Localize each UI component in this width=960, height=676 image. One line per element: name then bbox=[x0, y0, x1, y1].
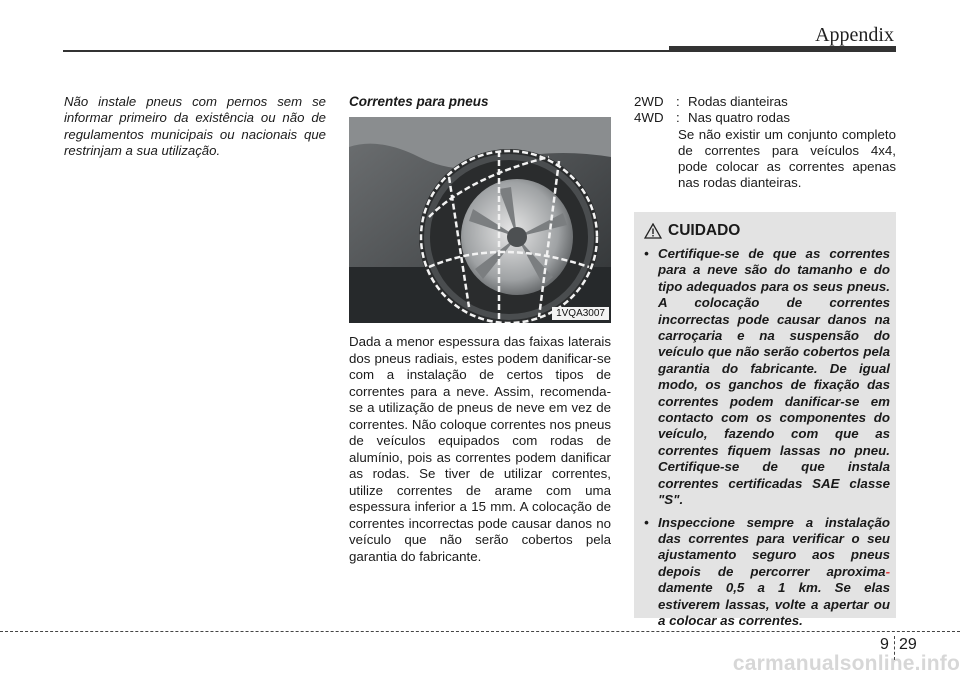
caution-item bbox=[644, 515, 890, 630]
bullet: • bbox=[644, 246, 649, 261]
section-heading: Correntes para pneus bbox=[349, 94, 489, 109]
chain-position: Rodas dianteiras bbox=[688, 94, 788, 109]
figure-code: 1VQA3007 bbox=[552, 307, 609, 320]
tire-chains-body: Dada a menor espessura das faixas laterais dos pneus radiais, estes podem danificar-se com a instalação de certos tipos de correntes para a neve. Assim, recomenda-se a utilização de pneus de neve em vez de correntes. Não coloque correntes nos pneus de veículos equipados com rodas de alumínio, pois as correntes podem danificar as rodas. Se tiver de utilizar correntes, utilize correntes de arame com uma espessura inferior a 15 mm. A colocação de correntes incorrectas pode causar danos no veículo que não serão cobertos pela garantia do fabricante. bbox=[349, 334, 611, 564]
caution-text: Certifique-se de que as correntes para a neve são do tamanho e do tipo adequados para os seus pneus. A colocação de correntes incorrectas pode causar danos na carroçaria e na suspensão do veículo que não serão cobertos pela garantia do fabricante. De igual modo, os ganchos de fixação das correntes podem danificar-se em contacto com os componentes do veículo, fazendo com que as correntes fiquem lassas no pneu. Certifique-se de que instala correntes certificadas SAE classe "S". bbox=[658, 246, 890, 508]
caution-list bbox=[644, 246, 890, 635]
header-rule bbox=[63, 50, 669, 52]
caution-item bbox=[644, 246, 890, 509]
watermark: carmanualsonline.info bbox=[732, 652, 960, 675]
chain-position: Nas quatro rodas bbox=[688, 110, 790, 126]
section-title: Appendix bbox=[815, 24, 894, 46]
drive-type: 4WD bbox=[634, 110, 664, 126]
caution-header bbox=[644, 222, 740, 240]
tire-chains-section bbox=[349, 94, 611, 565]
caution-title: CUIDADO bbox=[668, 222, 741, 239]
warning-triangle-icon bbox=[644, 223, 662, 239]
tire-chain-figure bbox=[349, 117, 611, 323]
chain-position-list bbox=[634, 94, 896, 192]
list-item bbox=[634, 110, 896, 126]
caution-text: Inspeccione sempre a instalação das correntes para verificar o seu ajustamento seguro aos pneus depois de percorrer aproxima bbox=[658, 514, 890, 579]
caution-box bbox=[634, 212, 896, 628]
bullet: • bbox=[644, 514, 649, 530]
chapter-number: 9 bbox=[880, 636, 889, 653]
page-number: 29 bbox=[899, 636, 917, 653]
list-item bbox=[634, 94, 896, 110]
separator: : bbox=[676, 110, 680, 126]
caution-text-cont: damente 0,5 a 1 km. Se elas estiverem lassas, volte a apertar ou a colocar as correntes. bbox=[658, 580, 890, 628]
drive-type: 2WD bbox=[634, 94, 664, 109]
separator: : bbox=[676, 94, 680, 109]
stud-tire-warning: Não instale pneus com pernos sem se informar primeiro da existência ou não de regulamentos municipais ou nacionais que restrinjam a sua utilização. bbox=[64, 94, 326, 158]
footer-rule bbox=[0, 631, 960, 632]
4wd-note: Se não existir um conjunto completo de correntes para veículos 4x4, pode colocar as correntes apenas nas rodas dianteiras. bbox=[678, 126, 896, 191]
tire-chain-illustration bbox=[349, 117, 611, 323]
header-bar bbox=[669, 46, 896, 52]
line-break-hyphen: - bbox=[885, 563, 890, 579]
